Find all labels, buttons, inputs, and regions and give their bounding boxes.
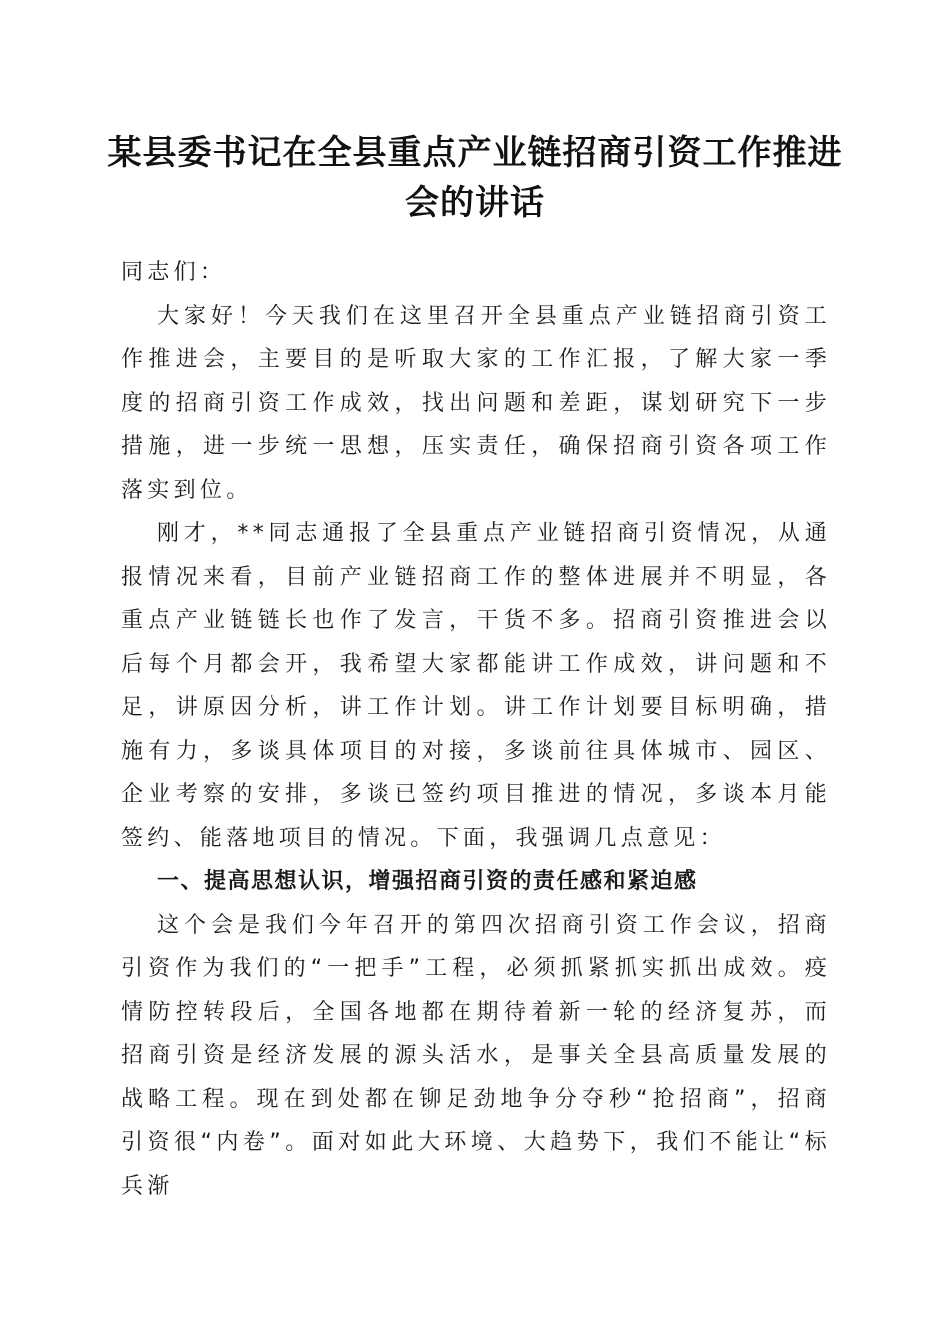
salutation: 同志们： xyxy=(121,260,227,285)
paragraph-report-review: 刚才，**同志通报了全县重点产业链招商引资情况，从通报情况来看，目前产业链招商工作的整体进展并不明显，各重点产业链链长也作了发言，干货不多。招商引资推进会以后每个月都会开，我希望大家都能讲工作成效，讲问题和不足，讲原因分析，讲工作计划。讲工作计划要目标明确，措施有力，多谈具体项目的对接，多谈前往具体城市、园区、企业考察的安排，多谈已签约项目推进的情况，多谈本月能签约、能落地项目的情况。下面，我强调几点意见： xyxy=(121,521,831,851)
paragraph-opening: 大家好！今天我们在这里召开全县重点产业链招商引资工作推进会，主要目的是听取大家的工作汇报，了解大家一季度的招商引资工作成效，找出问题和差距，谋划研究下一步措施，进一步统一思想，压实责任，确保招商引资各项工作落实到位。 xyxy=(121,303,831,503)
document-body xyxy=(121,251,831,1208)
document-title: 某县委书记在全县重点产业链招商引资工作推进会的讲话 xyxy=(107,133,843,223)
paragraph-section-one: 这个会是我们今年召开的第四次招商引资工作会议，招商引资作为我们的“一把手”工程，必须抓紧抓实抓出成效。疫情防控转段后，全国各地都在期待着新一轮的经济复苏，而招商引资是经济发展的源头活水，是事关全县高质量发展的战略工程。现在到处都在铆足劲地争分夺秒“抢招商”，招商引资很“内卷”。面对如此大环境、大趋势下，我们不能让“标兵渐 xyxy=(121,912,831,1199)
section-heading: 一、提高思想认识，增强招商引资的责任感和紧迫感 xyxy=(157,869,698,894)
